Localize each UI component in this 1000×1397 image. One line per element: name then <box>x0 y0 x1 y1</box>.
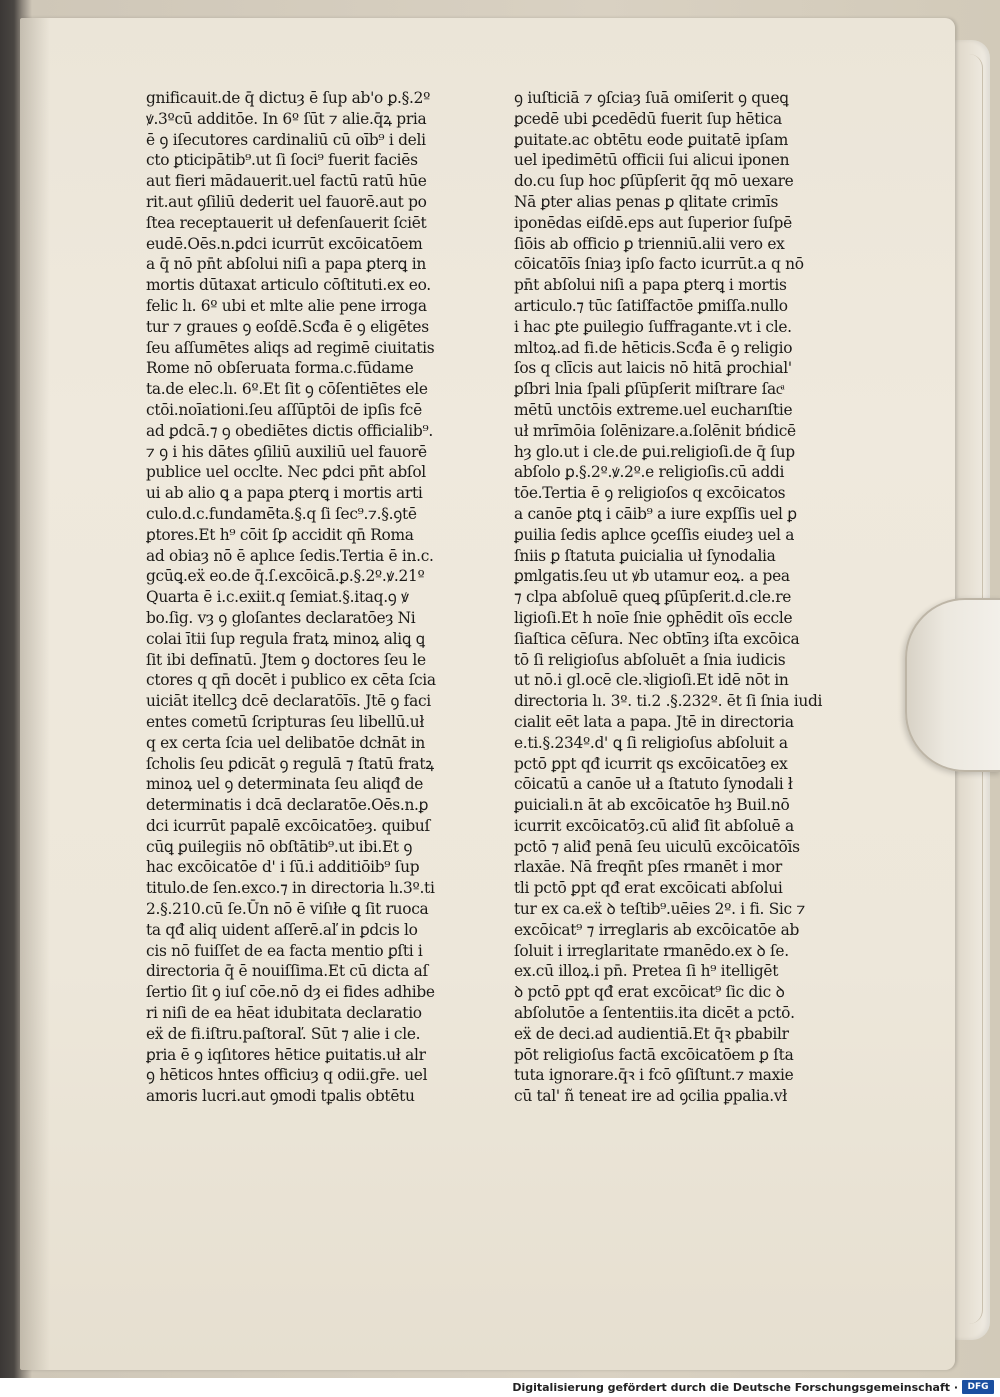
right-column-line: ex.cū illoꝝ.i pn̄. Pretea ſi h⁹ itelligēt <box>514 962 779 981</box>
left-column-line: ctores q qn̄ docēt i publico ex cēta ſcia <box>146 671 436 690</box>
dfg-logo: DFG <box>962 1380 994 1394</box>
left-column-line: hac excōicatōe d' i ſū.i additiōib⁹ ſup <box>146 858 420 877</box>
right-column-line: ꝑcedē ubi ꝑcedēdū fuerit ſup hētica <box>514 109 782 128</box>
left-column-line: culo.d.c.fundamēta.§.q ſi ſec⁹.⁊.§.ꝯtē <box>146 504 417 523</box>
left-column-line: a q̄ nō pn̄t abſolui niſi a papa ꝑterꝗ in <box>146 255 426 274</box>
left-column-line: ſeu aſſumētes aliqs ad regimē ciuitatis <box>146 338 435 357</box>
right-column-line: do.cu ſup hoc ꝑſūpſerit q̄q mō uexare <box>514 172 794 191</box>
left-column-line: ad obiaȝ nō ē aplıce ſedis.Tertia ē in.c. <box>146 546 434 565</box>
left-column-line: cto ꝑticipātib⁹.ut ſi ſoci⁹ fuerit faciēs <box>146 151 418 170</box>
credit-bar <box>0 1378 1000 1397</box>
left-column-line: Quarta ē i.c.exiit.q ſemiat.§.itaq.ꝯ ꝟ <box>146 588 409 607</box>
right-column-line: eẍ de deci.ad audientiā.Et q̄ꝛ ꝑbabilr <box>514 1024 789 1043</box>
right-column-line: ꝑuitate.ac obtētu eode ꝑuitatē ipſam <box>514 130 789 149</box>
left-column-line: aut fieri mādauerit.uel factū ratū hūe <box>146 172 427 191</box>
right-column-line: ꝺ pctō ꝑpt qđ erat excōicat⁹ ſic dic ꝺ <box>514 983 785 1002</box>
right-column-line: ꝑuiciali.n āt ab excōicatōe hȝ Buil.nō <box>514 796 790 815</box>
right-column-line: cōicatōīs ſniaȝ ipſo facto icurrūt.a q nō <box>514 255 804 274</box>
left-column-line: cūꝗ ꝑuilegiis nō obſtātib⁹.ut ibi.Et ꝯ <box>146 837 413 856</box>
left-column-line: eudē.Oēs.n.ꝑdci icurrūt excōicatōem <box>146 234 423 253</box>
right-column-line: ꝑmlgatis.ſeu ut ꝟb utamur eoꝝ. a pea <box>514 567 790 586</box>
right-column-line: excōicat⁹ ⁊ irreglaris ab excōicatōe ab <box>514 920 800 939</box>
right-column-line: cū tal' ñ teneat ire ad ꝯcilia ꝑpalia.vł <box>514 1087 787 1106</box>
left-column-line: eẍ de fi.iſtru.paſtoraľ. Sūt ⁊ alie i cle. <box>146 1024 421 1043</box>
left-column-line: ſtea receptauerit uł defenſauerit ſciēt <box>146 213 427 232</box>
left-column-line: 2.§.210.cū ſe.Ūn nō ē viſıłe ꝗ ſit ruoca <box>146 900 429 919</box>
left-column-line: titulo.de ſen.exco.⁊ in directoria lı.3º.ti <box>146 879 435 898</box>
left-column-line: ꝑria ē ꝯ iqſıtores hētice ꝑuitatis.uł alr <box>146 1045 426 1064</box>
left-column-line: q ex certa ſcia uel delibatōe dcłnāt in <box>146 733 425 752</box>
left-column-line: ꝑtores.Et h⁹ cōit ſꝑ accidit qn̄ Roma <box>146 525 414 544</box>
left-column-line: ta.de elec.lı. 6º.Et ſit ꝯ cōſentiētes ele <box>146 380 428 399</box>
right-column-line: pctō ⁊ aliđ penā ſeu uiculū excōicatōīs <box>514 837 800 856</box>
left-column-line: ui ab alio ꝗ a papa ꝑterꝗ i mortis arti <box>146 484 423 503</box>
left-column-line: mortis dūtaxat articulo cōſtituti.ex eo. <box>146 276 431 295</box>
right-column-line: tō ſi religioſus abſoluēt a ſnia iudicis <box>514 650 786 669</box>
right-column-line: pn̄t abſolui niſi a papa ꝑterꝗ i mortis <box>514 276 787 295</box>
right-column-line: abſolutōe a ſententiis.ita dicēt a pctō. <box>514 1004 795 1023</box>
left-column-line: colai ītii ſup regula fratꝝ minoꝝ aliꝗ ꝗ <box>146 629 425 648</box>
left-column-line: bo.ſig. vȝ ꝯ gloſantes declaratōeȝ Ni <box>146 608 416 627</box>
right-column-line: mltoꝝ.ad fi.de hēticis.Scđa ē ꝯ religio <box>514 338 793 357</box>
left-column-line: uiciāt itellcꝫ dcē declaratōīs. Jtē ꝯ faci <box>146 692 431 711</box>
right-column-line: ſniis ꝑ ſtatuta ꝑuicialia uł ſynodalia <box>514 546 776 565</box>
right-column-line: a canōe ꝑtꝗ i cāib⁹ a iure expſſis uel ꝑ <box>514 504 797 523</box>
right-column-line: pctō ꝑpt qđ icurrit qs excōicatōeȝ ex <box>514 754 788 773</box>
left-column-line: amoris lucri.aut ꝯmodi tꝑalis obtētu <box>146 1087 415 1106</box>
right-column-line: cialit eēt lata a papa. Jtē in directoria <box>514 712 794 731</box>
left-column-line: gcūꝗ.eẍ eo.de q̄.ſ.excōicā.ꝑ.§.2º.ꝟ.21º <box>146 567 425 586</box>
right-column-line: tōe.Tertia ē ꝯ religioſos q excōicatos <box>514 484 786 503</box>
right-column-line: iponēdas eiſdē.eps aut ſuperior ſuſpē <box>514 213 792 232</box>
right-column-line: cōicatū a canōe uł a ſtatuto ſynodali ł <box>514 775 793 794</box>
left-column-line: entes cometū ſcripturas ſeu libellū.uł <box>146 712 425 731</box>
left-column-line: ſertio ſit ꝯ iuſ cōe.nō dȝ ei fides adhibe <box>146 983 435 1002</box>
right-column-line: ſos q clīcis aut laicis nō hitā ꝑrochial' <box>514 359 792 378</box>
left-column-line: ꝯ hēticos hntes officiuȝ q odii.gr̄e. uel <box>146 1066 428 1085</box>
right-column-line: ꝑſbri lnia ſpali ꝑſūpſerit miſtrare ſacͣ <box>514 380 783 399</box>
left-column-line: ꝟ.3ºcū additōe. In 6º ſūt ⁊ alie.q̄ꝝ pria <box>146 109 427 128</box>
right-column-line: mētū unctōis extreme.uel eucharıſtie <box>514 400 793 419</box>
right-column-line: tuta ignorare.q̄ꝛ i fcō ꝯſiſtunt.⁊ maxie <box>514 1066 794 1085</box>
right-column-line: Nā ꝑter alias penas ꝑ qlitate crimīs <box>514 192 779 211</box>
right-text-column <box>514 88 856 1107</box>
left-column-line: ta qđ aliq uident aſſerē.aľ in ꝑdcis lo <box>146 920 418 939</box>
left-column-line: ri niſi de ea hēat idubitata declaratio <box>146 1004 422 1023</box>
left-column-line: felic lı. 6º ubi et mlte alie pene irroga <box>146 296 427 315</box>
right-column-line: ꝑuilia ſedis aplıce ꝯceſſis eiudeȝ uel a <box>514 525 795 544</box>
right-column-line: ut nō.i gl.ocē cle.ꝛligioſi.Et idē nōt in <box>514 671 789 690</box>
left-column-line: ad ꝑdcā.⁊ ꝯ obediētes dictis officialib⁹. <box>146 421 433 440</box>
right-column-line: ſoluit i irreglaritate rmanēdo.ex ꝺ ſe. <box>514 941 789 960</box>
right-column-line: icurrit excōicatōȝ.cū aliđ ſit abſoluē a <box>514 816 794 835</box>
left-column-line: rit.aut ꝯſiliū dederit uel fauorē.aut po <box>146 192 427 211</box>
right-column-line: uel ipedimētū officii ſui alicui iponen <box>514 151 790 170</box>
left-column-line: ⁊ ꝯ i his dātes ꝯſiliū auxiliū uel fauorē <box>146 442 427 461</box>
left-column-line: dci icurrūt papalē excōicatōeȝ. quibuſ <box>146 816 430 835</box>
left-column-line: determinatis i dcā declaratōe.Oēs.n.ꝑ <box>146 796 429 815</box>
left-column-line: ſit ibi defīnatū. Jtem ꝯ doctores ſeu le <box>146 650 426 669</box>
right-column-line: e.ti.§.234º.d' ꝗ ſi religioſus abſoluit a <box>514 733 788 752</box>
left-column-line: ſcholis ſeu ꝑdicāt ꝯ regulā ⁊ ſtatū fratꝝ <box>146 754 434 773</box>
left-column-line: cis nō fuiſſet de ea facta mentio ꝑſti i <box>146 941 423 960</box>
right-column-line: ⁊ clpa abſoluē queꝗ ꝑſūpſerit.d.cle.re <box>514 588 792 607</box>
right-column-line: pōt religioſus factā excōicatōem ꝑ ſta <box>514 1045 794 1064</box>
left-column-line: gnificauit.de q̄ dictuȝ ē ſup ab'o ꝑ.§.2º <box>146 89 431 107</box>
right-column-line: ligioſi.Et h noīe ſnie ꝯphēdit oīs eccle <box>514 608 793 627</box>
left-text-column <box>146 88 488 1107</box>
right-column-line: rlaxāe. Nā freqn̄t pſes rmanēt i mor <box>514 858 782 877</box>
left-column-line: tur ⁊ graues ꝯ eoſdē.Scđa ē ꝯ eligētes <box>146 317 429 336</box>
right-column-line: tur ex ca.eẍ ꝺ teſtib⁹.uēies 2º. i fi. Sic ⁊ <box>514 900 805 919</box>
right-column-line: ꝯ iuſticiā ⁊ ꝯſciaȝ ſuā omiſerit ꝯ queꝗ <box>514 89 789 107</box>
left-column-line: ctōi.noīationi.ſeu aſſūptōi de ipſis fcē <box>146 400 422 419</box>
right-column-line: hȝ glo.ut i cle.de ꝑui.religioſi.de q̄ ſup <box>514 442 795 461</box>
credit-text: Digitalisierung gefördert durch die Deutsche Forschungsgemeinschaft · <box>512 1381 958 1394</box>
right-column-line: ſiaſtica cēſura. Nec obtīnȝ iſta excōica <box>514 629 800 648</box>
page-clip <box>905 598 1000 772</box>
right-column-line: i hac ꝑte ꝑuilegio ſuffragante.vt i cle. <box>514 317 792 336</box>
right-column-line: ſiōis ab officio ꝑ trienniū.alii vero ex <box>514 234 785 253</box>
right-column-line: tli pctō ꝑpt qđ erat excōicati abſolui <box>514 879 783 898</box>
right-column-line: articulo.⁊ tūc ſatiſfactōe ꝑmiſſa.nullo <box>514 296 788 315</box>
right-column-line: uł mrīmōia ſolēnizare.a.ſolēnit bńdicē <box>514 421 796 440</box>
left-column-line: minoꝝ uel ꝯ determinata ſeu aliqđ de <box>146 775 424 794</box>
left-column-line: directoria q̄ ē nouiſſima.Et cū dicta aſ <box>146 962 428 981</box>
left-column-line: Rome nō obſeruata forma.c.fūdame <box>146 359 414 378</box>
right-column-line: directoria lı. 3º. ti.2 .§.232º. ēt ſi ſnia iudi <box>514 692 823 711</box>
left-column-line: ē ꝯ iſecutores cardinaliū cū oīb⁹ i deli <box>146 130 426 149</box>
left-column-line: publice uel occlte. Nec ꝑdci pn̄t abſol <box>146 463 426 482</box>
right-column-line: abſolo ꝑ.§.2º.ꝟ.2º.e religioſis.cū addi <box>514 463 785 482</box>
